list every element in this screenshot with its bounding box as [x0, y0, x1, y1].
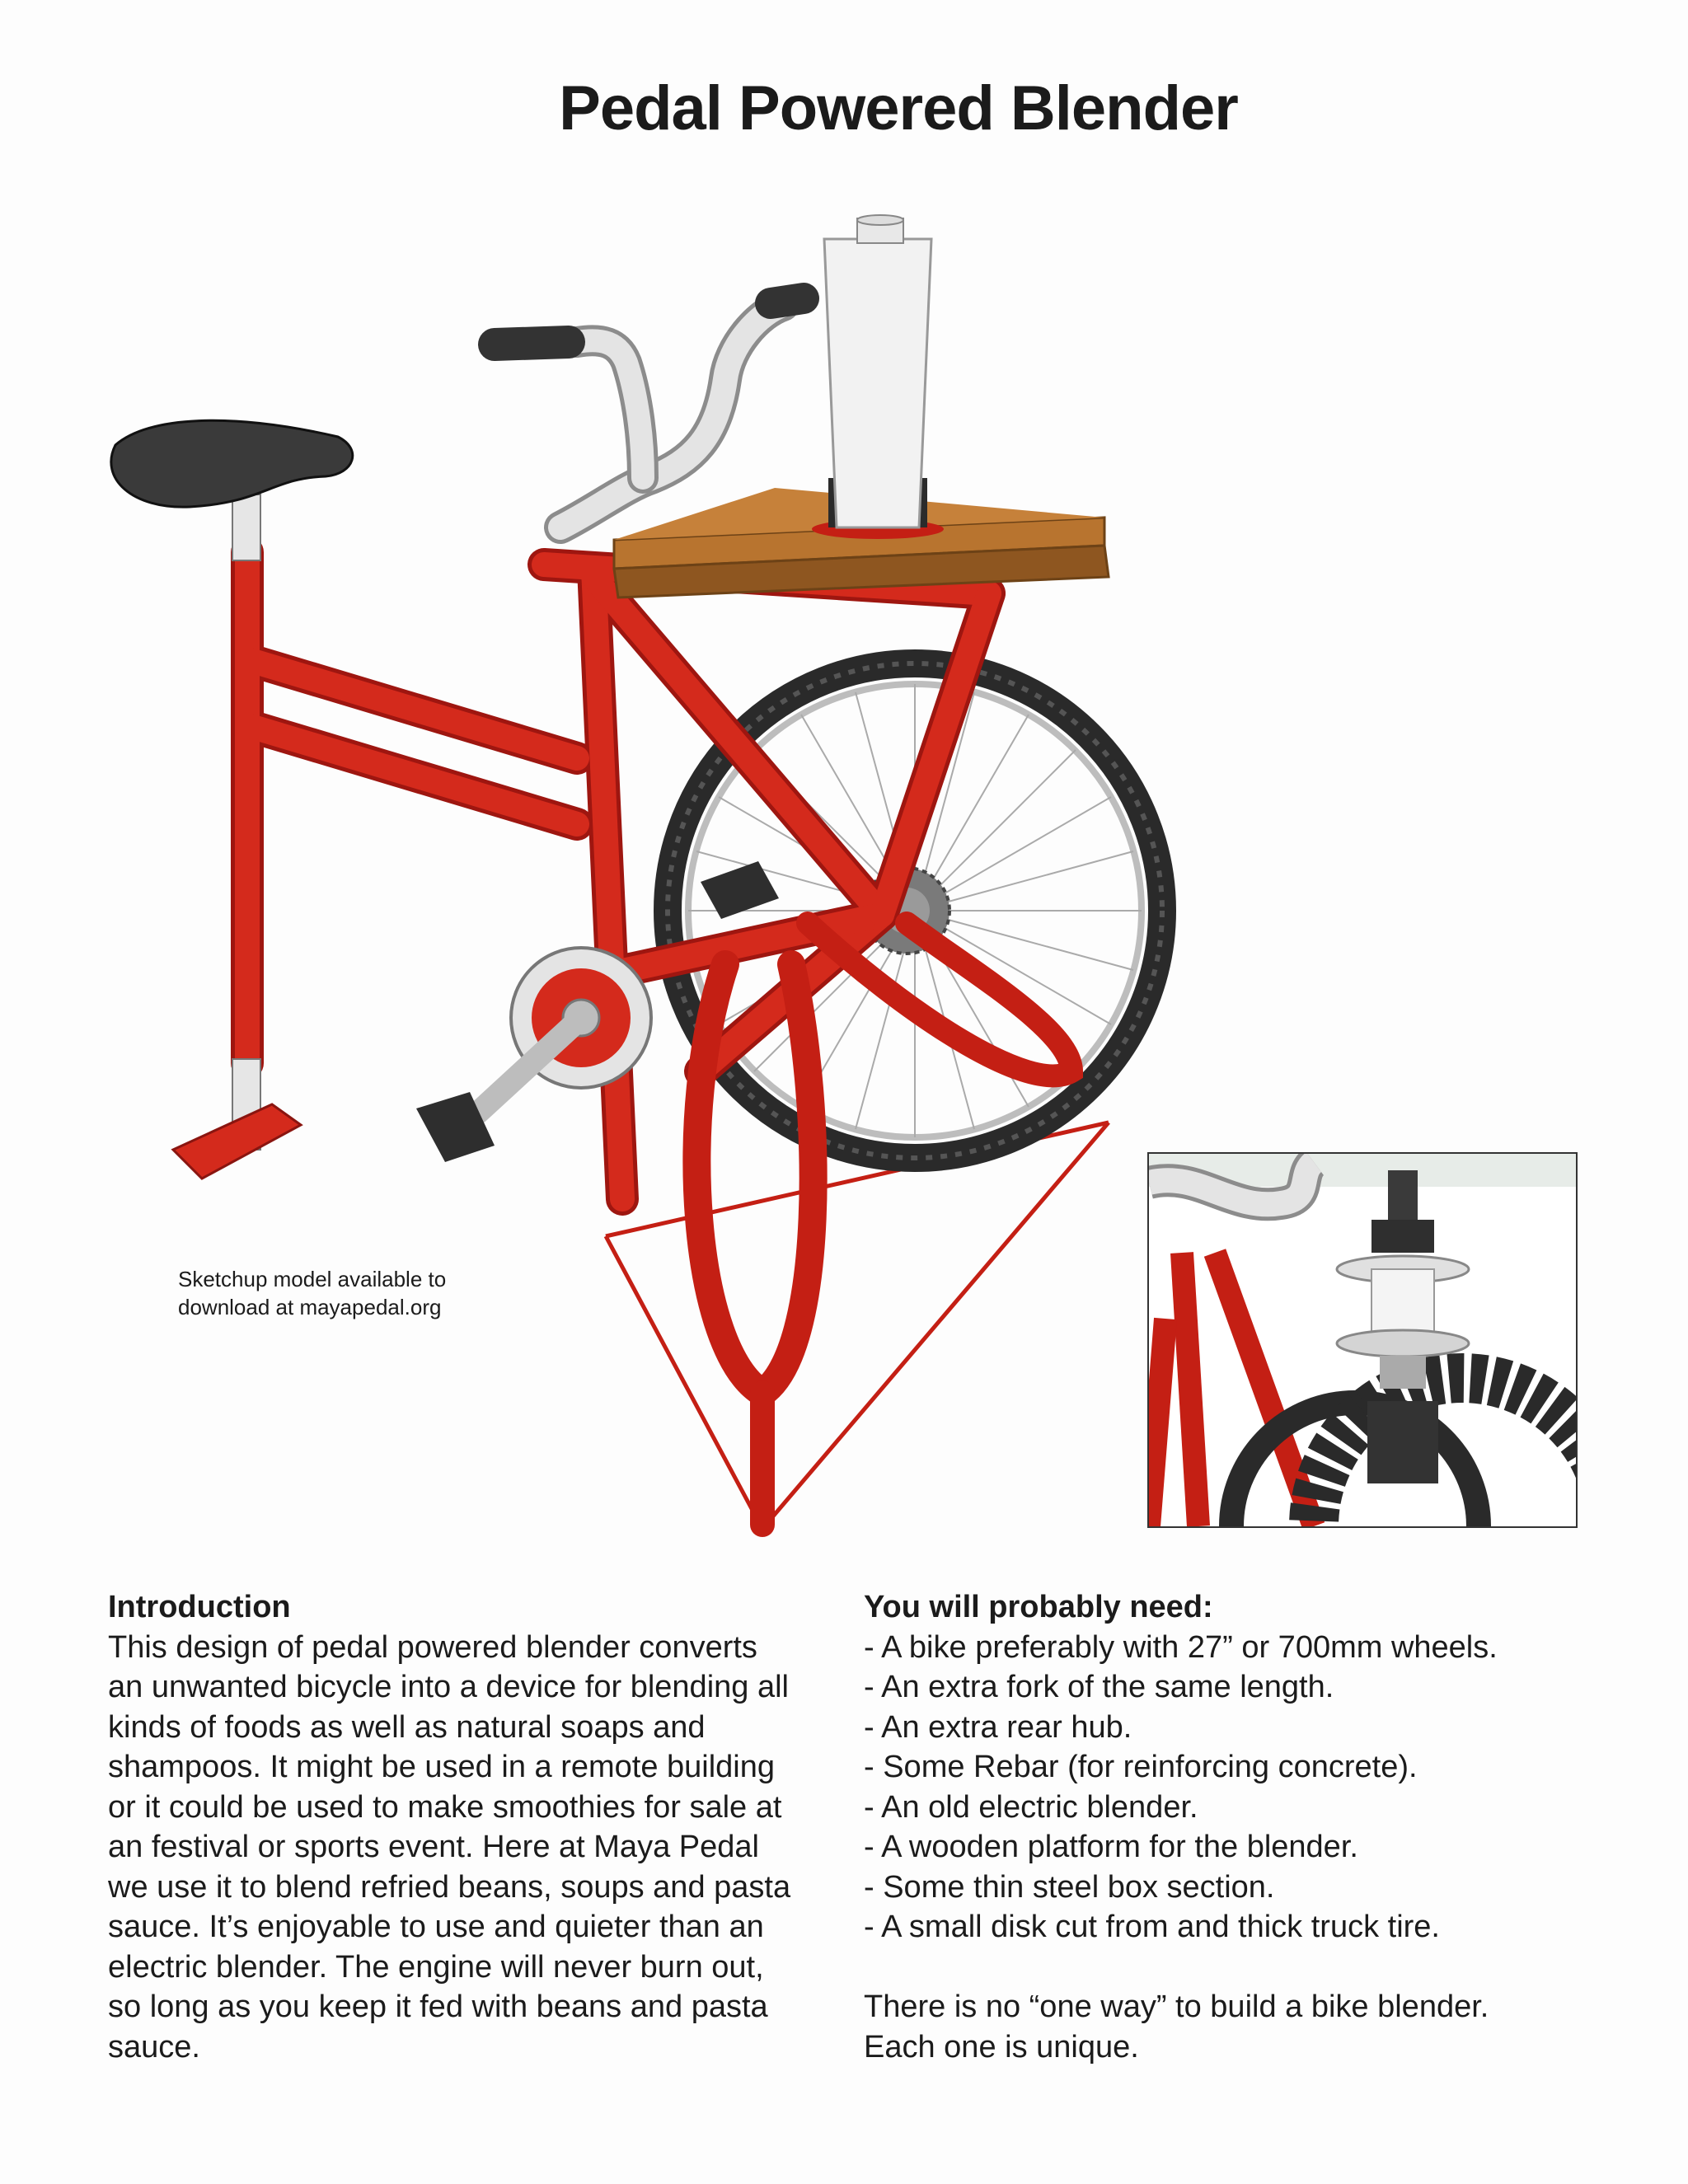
- requirements-list: [864, 1628, 1639, 1947]
- intro-line: or it could be used to make smoothies for sale at: [108, 1789, 782, 1825]
- caption-line: download at mayapedal.org: [178, 1295, 442, 1319]
- bike-frame: [247, 552, 1071, 1525]
- requirement-item: - Some thin steel box section.: [864, 1869, 1275, 1905]
- intro-line: shampoos. It might be used in a remote building: [108, 1750, 776, 1784]
- intro-line: so long as you keep it fed with beans and pasta: [108, 1990, 768, 2024]
- requirement-item: - A wooden platform for the blender.: [864, 1830, 1358, 1864]
- caption-line: Sketchup model available to: [178, 1267, 447, 1291]
- intro-line: sauce.: [108, 2029, 200, 2064]
- intro-line: an unwanted bicycle into a device for blending all: [108, 1670, 789, 1704]
- introduction-section: [108, 1587, 850, 2067]
- closing-line: There is no “one way” to build a bike blender.: [864, 1990, 1489, 2024]
- requirement-item: - An extra rear hub.: [864, 1709, 1132, 1745]
- requirement-item: - A bike preferably with 27” or 700mm wheels.: [864, 1629, 1498, 1665]
- requirement-item: - A small disk cut from and thick truck tire.: [864, 1910, 1440, 1944]
- blender-jug: [812, 215, 944, 539]
- requirements-heading: You will probably need:: [864, 1590, 1213, 1624]
- page-title: Pedal Powered Blender: [559, 73, 1238, 143]
- intro-line: electric blender. The engine will never burn out,: [108, 1949, 764, 1985]
- saddle: [111, 420, 353, 560]
- download-caption: [178, 1265, 524, 1321]
- rebar-support: [606, 1122, 1109, 1529]
- closing-line: Each one is unique.: [864, 2029, 1139, 2064]
- intro-line: an festival or sports event. Here at Maya Pedal: [108, 1830, 759, 1864]
- introduction-heading: Introduction: [108, 1590, 291, 1624]
- hub-detail-illustration: [1149, 1154, 1576, 1526]
- hub-detail-inset: [1147, 1152, 1578, 1528]
- intro-line: kinds of foods as well as natural soaps and: [108, 1709, 706, 1745]
- requirements-section: [864, 1587, 1639, 2067]
- handlebars: [495, 298, 804, 527]
- intro-line: we use it to blend refried beans, soups and pasta: [108, 1869, 791, 1905]
- intro-line: This design of pedal powered blender converts: [108, 1629, 757, 1665]
- requirement-item: - Some Rebar (for reinforcing concrete).: [864, 1750, 1418, 1784]
- requirement-item: - An old electric blender.: [864, 1789, 1198, 1825]
- requirement-item: - An extra fork of the same length.: [864, 1670, 1334, 1704]
- intro-line: sauce. It’s enjoyable to use and quieter than an: [108, 1910, 764, 1944]
- seat-foot: [173, 1059, 301, 1179]
